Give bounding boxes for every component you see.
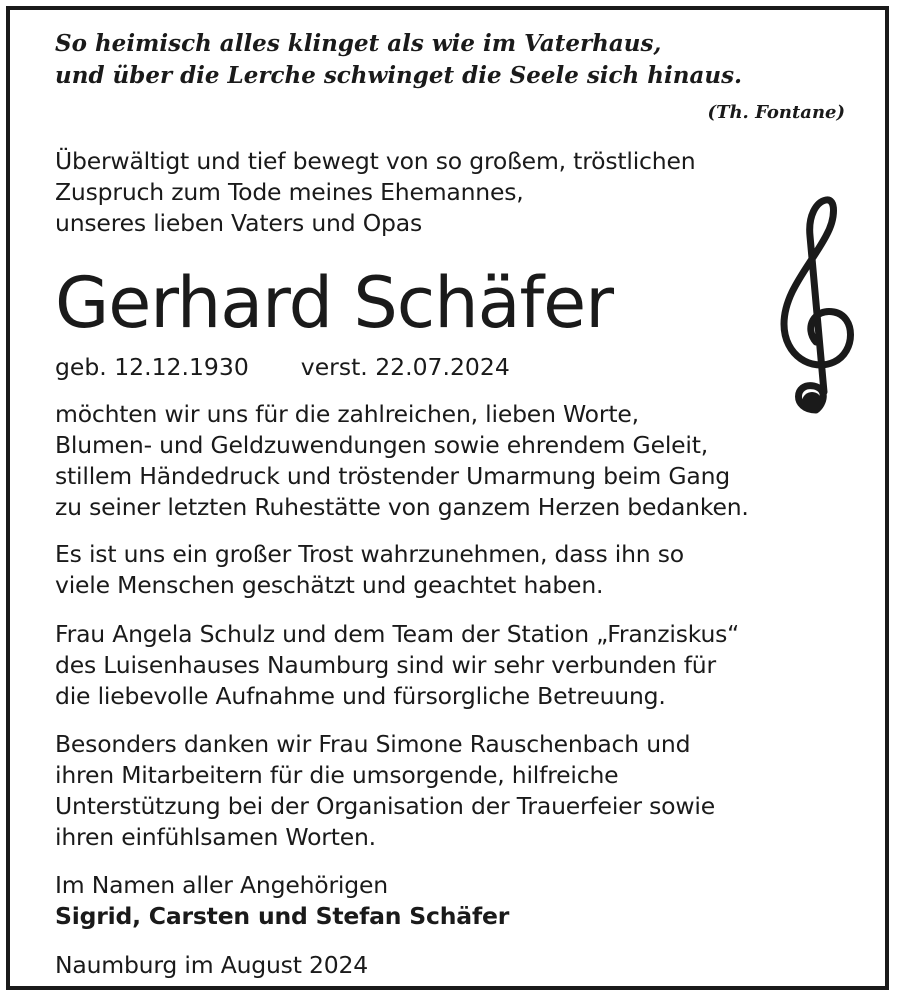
intro-line: unseres lieben Vaters und Opas [55,209,422,237]
paragraph-line: Frau Angela Schulz und dem Team der Station „Franziskus“ [55,620,740,648]
paragraph-line: Es ist uns ein großer Trost wahrzunehmen, dass ihn so [55,540,684,568]
paragraph-line: stillem Händedruck und tröstender Umarmung beim Gang [55,462,731,490]
paragraph-line: die liebevolle Aufnahme und fürsorgliche Betreuung. [55,682,666,710]
deceased-name: Gerhard Schäfer [55,262,614,344]
place-date: Naumburg im August 2024 [55,951,369,979]
on-behalf-line: Im Namen aller Angehörigen [55,871,388,899]
signers: Sigrid, Carsten und Stefan Schäfer [55,902,510,930]
intro-text [55,146,695,239]
quote-author: (Th. Fontane) [707,102,845,123]
paragraph-line: Besonders danken wir Frau Simone Rauschenbach und [55,730,691,758]
death-date: verst. 22.07.2024 [300,353,510,381]
paragraph-line: ihren Mitarbeitern für die umsorgende, hilfreiche [55,761,619,789]
comfort-paragraph [55,539,684,601]
paragraph-line: Unterstützung bei der Organisation der Trauerfeier sowie [55,792,715,820]
intro-line: Zuspruch zum Tode meines Ehemannes, [55,178,524,206]
special-thanks-paragraph [55,729,715,853]
paragraph-line: möchten wir uns für die zahlreichen, lieben Worte, [55,400,639,428]
paragraph-line: ihren einfühlsamen Worten. [55,823,376,851]
paragraph-line: zu seiner letzten Ruhestätte von ganzem Herzen bedanken. [55,493,749,521]
paragraph-line: des Luisenhauses Naumburg sind wir sehr verbunden für [55,651,716,679]
birth-date: geb. 12.12.1930 [55,353,249,381]
quote-line: und über die Lerche schwinget die Seele sich hinaus. [55,62,743,89]
closing [55,870,509,932]
thanks-paragraph [55,399,749,523]
treble-clef-icon [772,196,862,428]
paragraph-line: Blumen- und Geldzuwendungen sowie ehrendem Geleit, [55,431,709,459]
care-paragraph [55,619,739,712]
intro-line: Überwältigt und tief bewegt von so großem, tröstlichen [55,147,696,175]
quote-line: So heimisch alles klinget als wie im Vaterhaus, [55,30,662,57]
epigraph-quote [55,28,855,92]
paragraph-line: viele Menschen geschätzt und geachtet haben. [55,571,604,599]
life-dates [55,352,510,383]
